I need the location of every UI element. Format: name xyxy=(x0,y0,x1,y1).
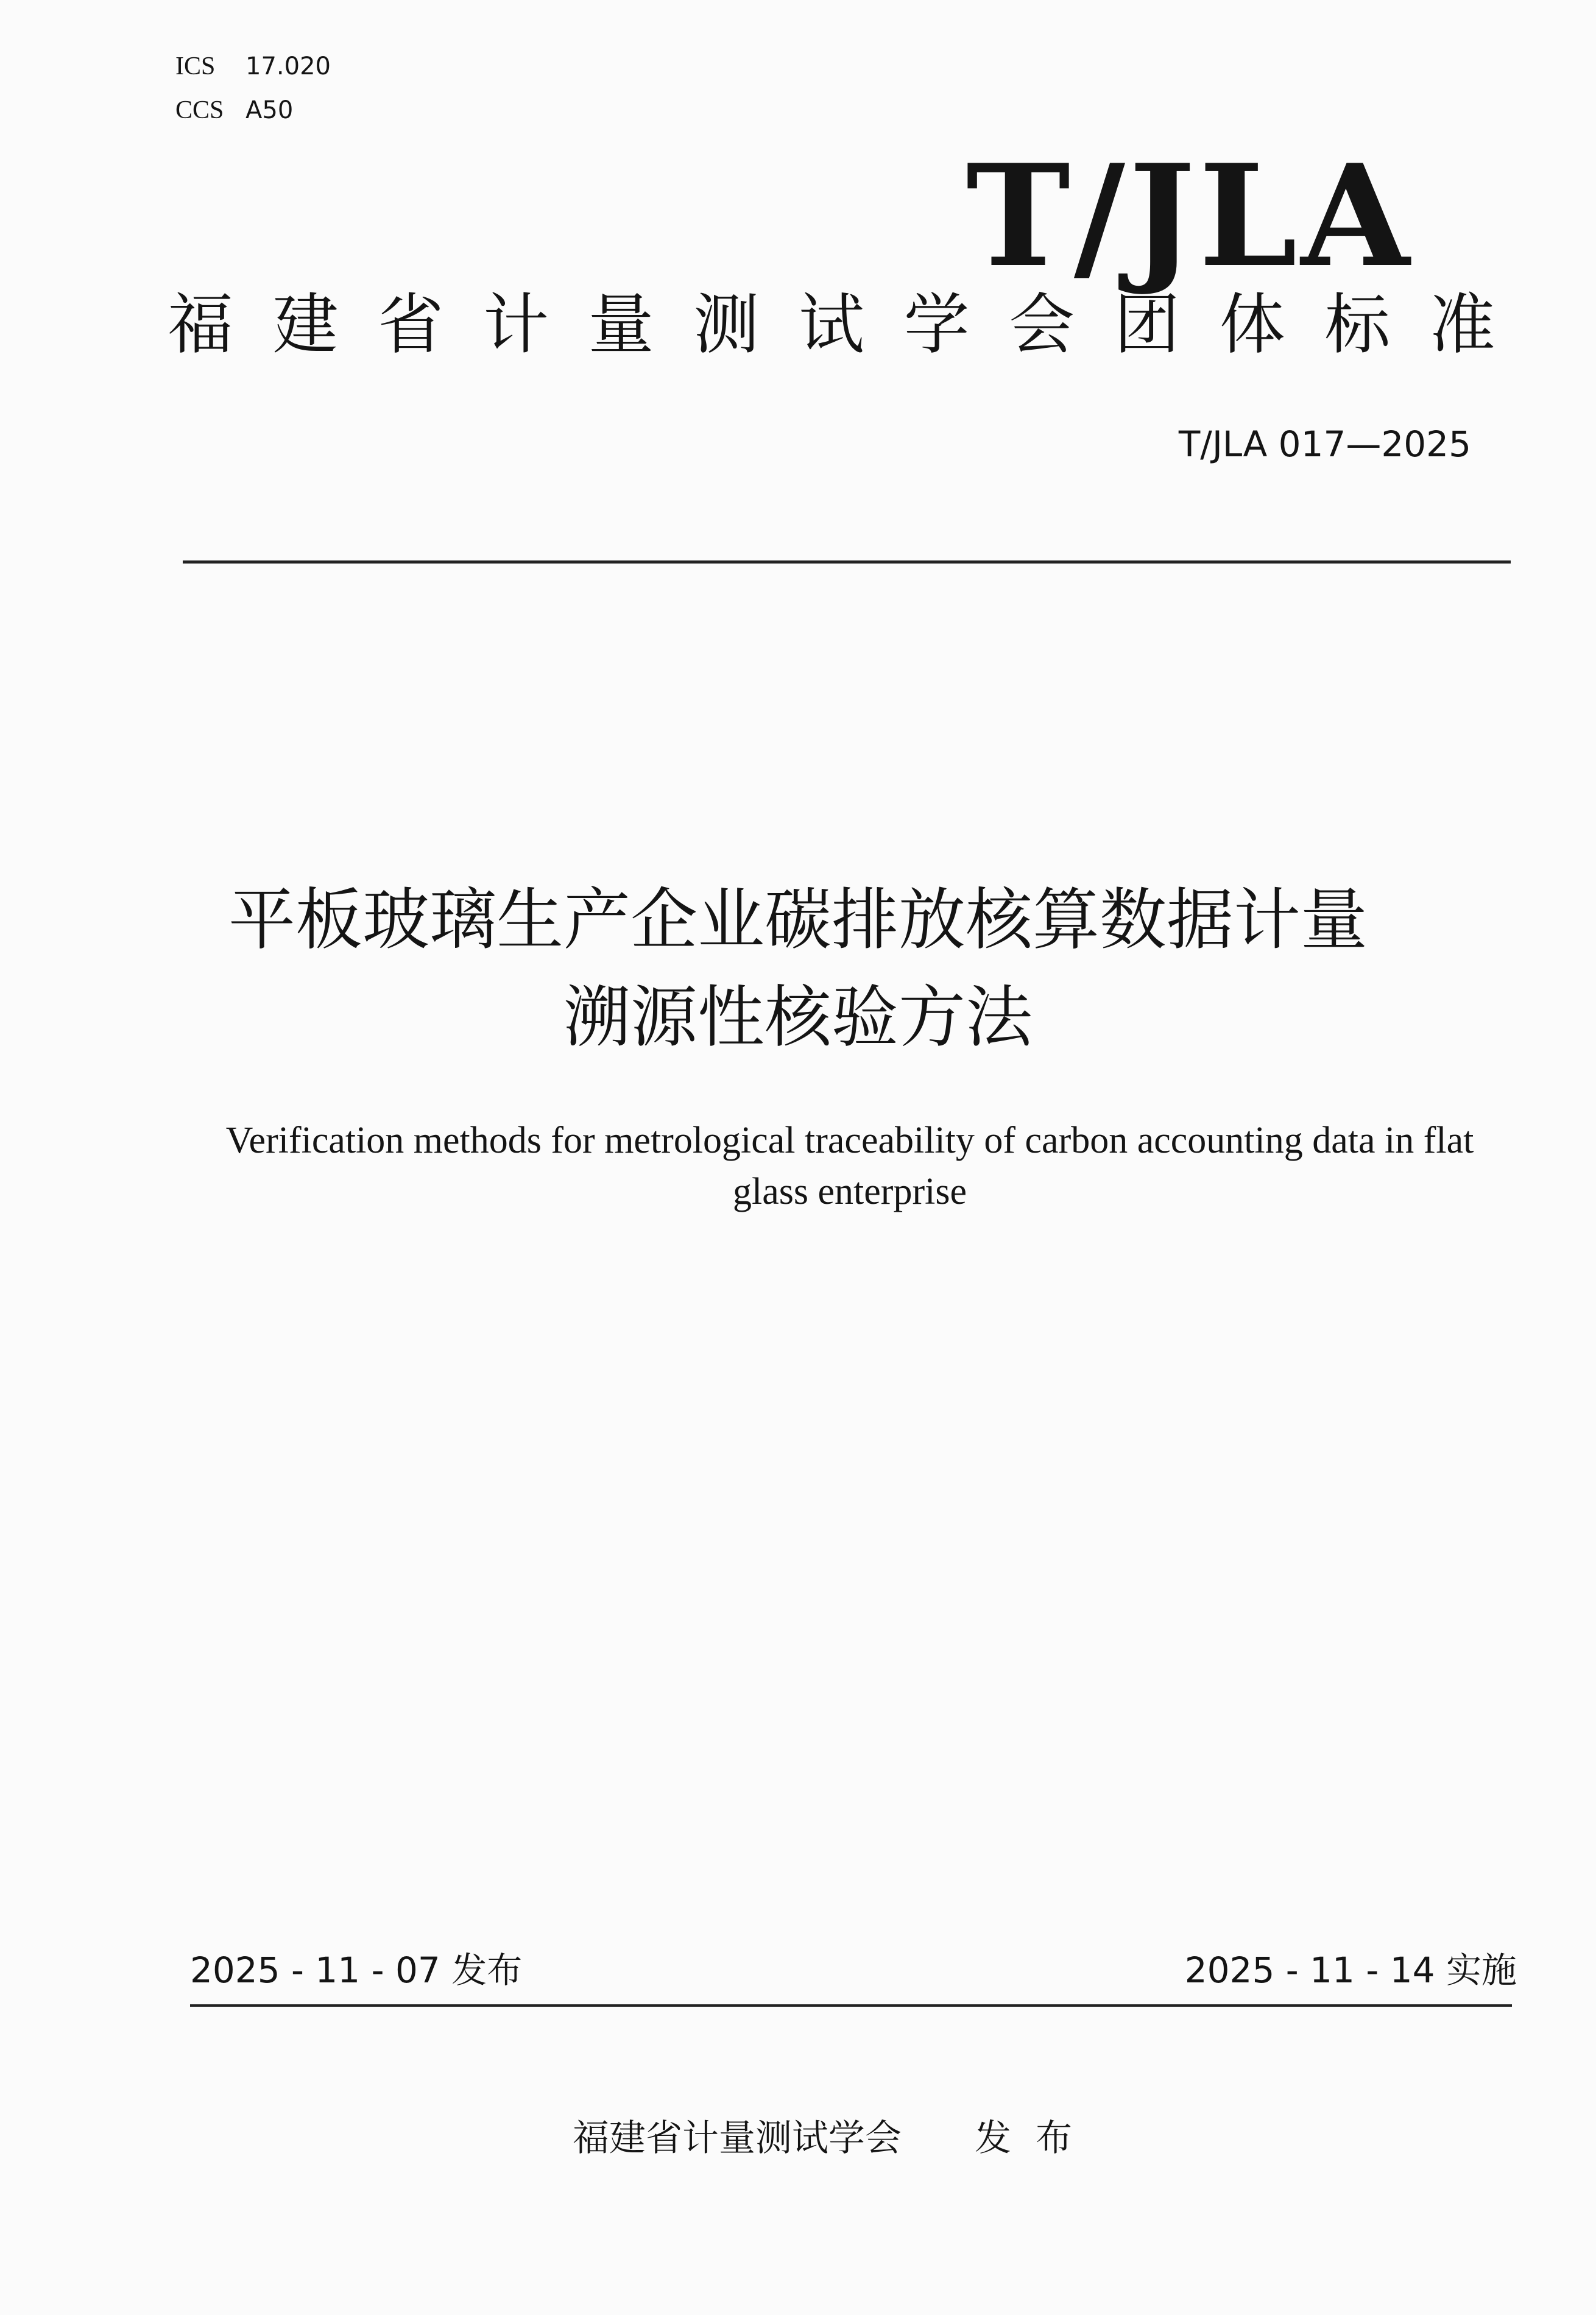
heading-char: 建 xyxy=(272,287,339,363)
heading-char: 体 xyxy=(1219,287,1285,363)
ics-value: 17.020 xyxy=(245,52,331,80)
chinese-title xyxy=(0,871,1596,1066)
date-divider xyxy=(190,2004,1512,2007)
heading-char: 标 xyxy=(1324,287,1391,363)
heading-char: 量 xyxy=(588,287,654,363)
chinese-title-line-2: 溯源性核验方法 xyxy=(563,978,1033,1056)
publisher-name: 福建省计量测试学会 xyxy=(573,2117,902,2160)
english-title-line-2: glass enterprise xyxy=(733,1171,967,1212)
ccs-label: CCS xyxy=(175,96,224,124)
ics-label: ICS xyxy=(175,52,216,80)
standard-number: T/JLA 017—2025 xyxy=(1178,423,1471,465)
heading-char: 省 xyxy=(378,287,444,363)
english-title xyxy=(0,1115,1596,1217)
heading-char: 测 xyxy=(693,287,760,363)
heading-char: 计 xyxy=(482,287,549,363)
chinese-title-line-1: 平板玻璃生产企业碳排放核算数据计量 xyxy=(228,881,1368,959)
ccs-value: A50 xyxy=(245,96,294,124)
heading-char: 团 xyxy=(1114,287,1180,363)
header-divider xyxy=(183,560,1511,564)
publisher-line xyxy=(573,2117,1096,2160)
publish-action: 发布 xyxy=(975,2117,1096,2160)
issue-date: 2025 - 11 - 07 发布 xyxy=(190,1949,523,1991)
standard-logo: T/JLA xyxy=(966,134,1413,299)
english-title-line-1: Verification methods for metrological traceability of carbon accounting data in flat xyxy=(225,1120,1474,1161)
ccs-code xyxy=(175,97,293,123)
heading-char: 学 xyxy=(903,287,970,363)
organization-standard-heading xyxy=(168,287,1495,363)
implementation-date: 2025 - 11 - 14 实施 xyxy=(1184,1949,1517,1991)
heading-char: 会 xyxy=(1009,287,1075,363)
ics-code xyxy=(175,54,331,79)
heading-char: 准 xyxy=(1429,287,1495,363)
heading-char: 试 xyxy=(798,287,864,363)
heading-char: 福 xyxy=(168,287,234,363)
